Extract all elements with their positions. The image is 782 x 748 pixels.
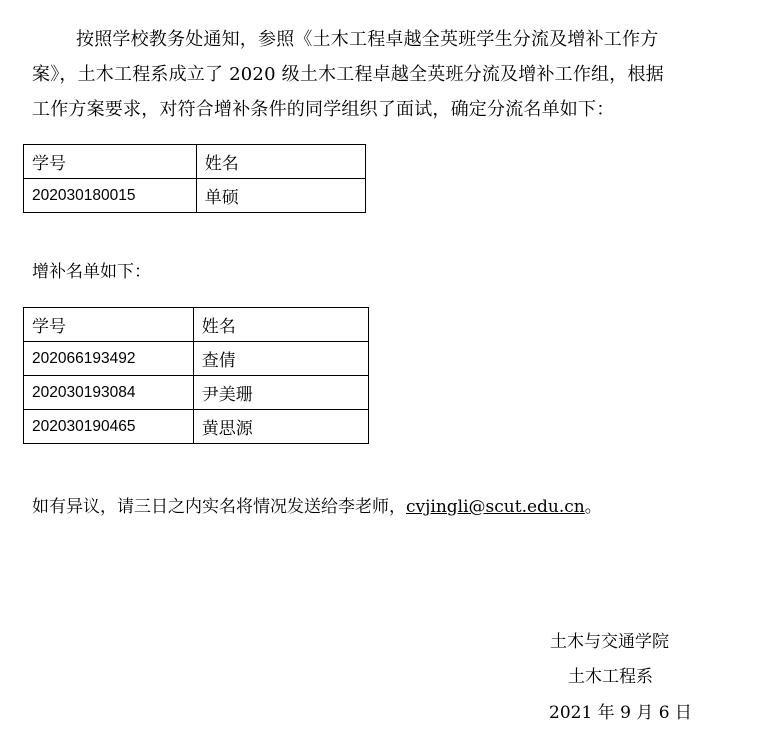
supplement-table — [23, 307, 369, 444]
column-header-student-id: 学号 — [24, 145, 197, 179]
table-row — [24, 179, 366, 213]
notice-end: 。 — [584, 497, 602, 517]
diversion-table — [23, 144, 366, 213]
student-name-cell: 黄思源 — [193, 410, 368, 444]
table-row — [24, 410, 369, 444]
student-id-cell: 202030193084 — [24, 376, 194, 410]
column-header-name: 姓名 — [193, 308, 368, 342]
notice-text: 如有异议，请三日之内实名将情况发送给李老师， — [32, 497, 406, 517]
supplement-heading: 增补名单如下： — [32, 262, 151, 282]
table-row — [24, 342, 369, 376]
table-header-row — [24, 308, 369, 342]
signature-department: 土木工程系 — [568, 667, 653, 687]
student-id-cell: 202030190465 — [24, 410, 194, 444]
student-name-cell: 尹美珊 — [193, 376, 368, 410]
table-header-row — [24, 145, 366, 179]
table-row — [24, 376, 369, 410]
signature-date: 2021 年 9 月 6 日 — [549, 703, 692, 723]
student-name-cell: 单硕 — [196, 179, 365, 213]
objection-notice — [32, 492, 602, 522]
contact-email-link[interactable]: cvjingli@scut.edu.cn — [406, 497, 585, 517]
student-id-cell: 202066193492 — [24, 342, 194, 376]
column-header-student-id: 学号 — [24, 308, 194, 342]
column-header-name: 姓名 — [196, 145, 365, 179]
intro-paragraph: 按照学校教务处通知，参照《土木工程卓越全英班学生分流及增补工作方案》，土木工程系成立了 2020 级土木工程卓越全英班分流及增补工作组，根据工作方案要求，对符合增补条件的同学组织了面试，确定分流名单如下： — [32, 29, 664, 120]
signature-school: 土木与交通学院 — [550, 632, 669, 652]
student-name-cell: 查倩 — [193, 342, 368, 376]
student-id-cell: 202030180015 — [24, 179, 197, 213]
